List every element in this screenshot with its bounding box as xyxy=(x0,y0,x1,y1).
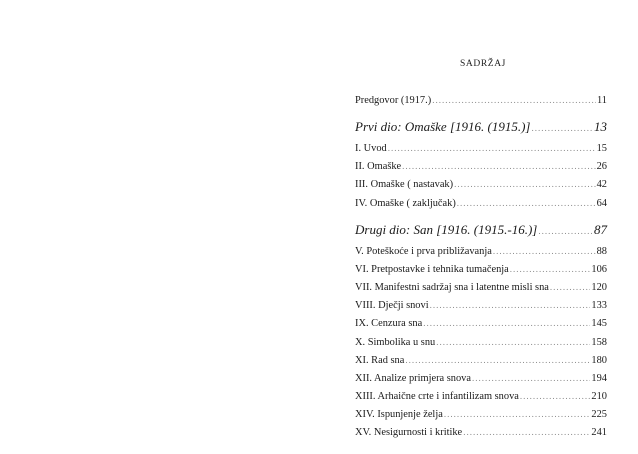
toc-entry-label: I. Uvod xyxy=(355,143,387,154)
dot-leader xyxy=(436,334,590,350)
toc-entry-page: 26 xyxy=(596,161,607,173)
dot-leader xyxy=(430,297,591,313)
table-of-contents xyxy=(355,92,607,443)
dot-leader xyxy=(423,315,590,331)
toc-entry xyxy=(355,406,607,422)
dot-leader xyxy=(463,424,590,440)
toc-entry xyxy=(355,158,607,174)
toc-entry-page: 158 xyxy=(591,336,607,348)
toc-entry xyxy=(355,279,607,295)
toc-entry-page: 88 xyxy=(596,245,607,257)
dot-leader xyxy=(454,176,596,192)
dot-leader xyxy=(432,92,596,108)
toc-entry-label: X. Simbolika u snu xyxy=(355,336,436,348)
toc-entry-label: XIV. Ispunjenje želja xyxy=(355,409,443,421)
toc-entry-label: XIII. Arhaične crte i infantilizam snova xyxy=(355,391,519,403)
toc-part-label: Prvi dio: Omaške [1916. (1915.)] xyxy=(355,119,531,134)
dot-leader xyxy=(550,279,591,295)
toc-part-label: Drugi dio: San [1916. (1915.-16.)] xyxy=(355,221,538,237)
toc-entry-label: VIII. Dječji snovi xyxy=(355,300,429,312)
toc-entry xyxy=(355,140,607,156)
toc-entry-label: VII. Manifestni sadržaj sna i latentne misli sna xyxy=(355,281,549,293)
toc-entry-preface xyxy=(355,92,607,108)
toc-entry-page: 133 xyxy=(591,300,607,312)
toc-entry-label: XII. Analize primjera snova xyxy=(355,372,471,384)
dot-leader xyxy=(510,261,591,277)
toc-part-two xyxy=(355,220,607,240)
toc-entry-page: 180 xyxy=(591,354,607,366)
dot-leader xyxy=(402,158,595,174)
dot-leader xyxy=(457,195,596,211)
toc-part-one xyxy=(355,117,607,137)
toc-entry xyxy=(355,195,607,211)
toc-entry-page: 87 xyxy=(594,221,607,237)
dot-leader xyxy=(538,221,593,241)
toc-entry xyxy=(355,297,607,313)
toc-entry xyxy=(355,352,607,368)
toc-entry xyxy=(355,243,607,259)
toc-entry-page: 225 xyxy=(591,409,607,421)
dot-leader xyxy=(472,370,590,386)
toc-entry-label: XI. Rad sna xyxy=(355,354,405,366)
toc-entry-label: VI. Pretpostavke i tehnika tumačenja xyxy=(355,263,509,275)
toc-entry-page: 64 xyxy=(596,197,607,209)
dot-leader xyxy=(388,140,596,156)
toc-entry-page: 15 xyxy=(596,143,607,154)
dot-leader xyxy=(405,352,590,368)
toc-entry-page: 11 xyxy=(596,95,607,106)
dot-leader xyxy=(444,406,591,422)
toc-entry-label: III. Omaške ( nastavak) xyxy=(355,179,454,191)
toc-entry-label: Predgovor (1917.) xyxy=(355,95,432,106)
toc-entry xyxy=(355,388,607,404)
toc-entry-label: XV. Nesigurnosti i kritike xyxy=(355,427,463,439)
toc-entry-page: 42 xyxy=(596,179,607,191)
toc-entry xyxy=(355,370,607,386)
toc-entry xyxy=(355,261,607,277)
toc-entry-page: 13 xyxy=(594,119,607,134)
toc-title: SADRŽAJ xyxy=(460,59,506,69)
toc-entry-page: 120 xyxy=(591,281,607,293)
toc-entry-label: II. Omaške xyxy=(355,161,402,173)
toc-entry-page: 210 xyxy=(591,391,607,403)
toc-entry-page: 106 xyxy=(591,263,607,275)
dot-leader xyxy=(531,118,593,138)
toc-entry-page: 194 xyxy=(591,372,607,384)
toc-entry-label: V. Poteškoće i prva približavanja xyxy=(355,245,492,257)
dot-leader xyxy=(520,388,591,404)
toc-entry xyxy=(355,315,607,331)
toc-entry xyxy=(355,424,607,440)
toc-entry-label: IX. Cenzura sna xyxy=(355,318,423,330)
toc-entry-page: 241 xyxy=(591,427,607,439)
toc-entry xyxy=(355,176,607,192)
toc-entry-page: 145 xyxy=(591,318,607,330)
toc-entry xyxy=(355,334,607,350)
dot-leader xyxy=(493,243,596,259)
toc-entry-label: IV. Omaške ( zaključak) xyxy=(355,197,456,209)
